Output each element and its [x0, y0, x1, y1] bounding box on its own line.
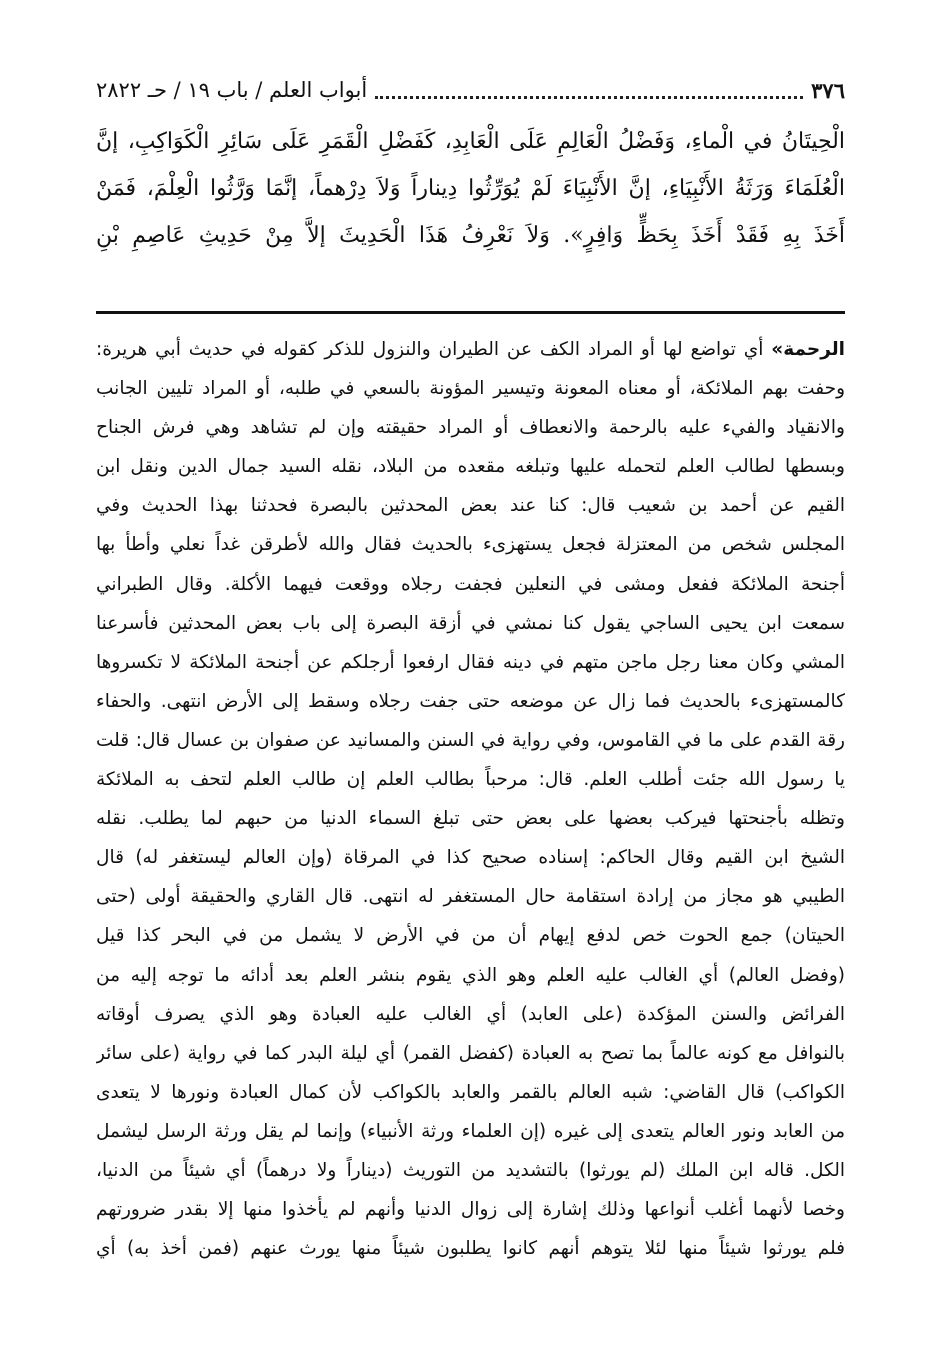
commentary-line — [96, 330, 845, 369]
commentary-line: وحفت بهم الملائكة، أو معناه المعونة وتيسير المؤونة بالسعي في طلبه، أو المراد تليين الجانب — [96, 378, 845, 400]
commentary-line: يا رسول الله جئت أطلب العلم. قال: مرحباً بطالب العلم إن طالب العلم لتحف به الملائكة — [96, 769, 845, 791]
commentary-line: الشيخ ابن القيم وقال الحاكم: إسناده صحيح كذا في المرقاة (وإن العالم ليستغفر له) قال — [96, 847, 845, 869]
hadith-line: الْعُلَمَاءَ وَرَثَةُ الأَنْبِيَاءِ، إنَّ الأَنْبِيَاءَ لَمْ يُوَرِّثُوا دِيناراً وَلاَ دِرْهماً، إنَّمَا وَرَّثُوا الْعِلْمَ، فَمَنْ — [96, 176, 845, 201]
footnote-separator — [96, 311, 845, 314]
commentary-line: سمعت ابن يحيى الساجي يقول كنا نمشي في أزقة البصرة إلى باب بعض المحدثين فأسرعنا — [96, 612, 845, 634]
commentary-line: أجنحة الملائكة ففعل ومشى في النعلين فجفت رجلاه ووقعت فيهما الأكلة. وقال الطبراني — [96, 573, 845, 595]
commentary-line: الفرائض والسنن المؤكدة (على العابد) أي الغالب عليه العبادة وهو الذي يصرف أوقاته — [96, 1003, 845, 1025]
commentary-line: وبسطها لطالب العلم لتحمله عليها وتبلغه مقعده من البلاد، نقله السيد جمال الدين ونقل ابن — [96, 456, 845, 478]
hadith-line: الْحِيتَانُ في الْماءِ، وَفَضْلُ الْعَالِمِ عَلَى الْعَابِدِ، كَفَضْلِ الْقَمَرِ عَلَى سَائِرِ الْكَوَاكِبِ، إنَّ — [96, 129, 845, 154]
commentary-line: فلم يورثوا شيئاً منها لئلا يتوهم أنهم كانوا يطلبون شيئاً منها يورث عنهم (فمن أخذ به) أي — [96, 1238, 845, 1260]
commentary — [96, 330, 845, 1268]
page-number: ٣٧٦ — [811, 77, 845, 103]
commentary-line: كالمستهزىء بالحديث فما زال عن موضعه حتى جفت رجلاه وسقط إلى الأرض انتهى. والحفاء — [96, 690, 845, 712]
dotted-leader — [375, 90, 803, 99]
commentary-line: الكواكب) قال القاضي: شبه العالم بالقمر والعابد بالكواكب لأن كمال العبادة ونورها لا يتعدى — [96, 1081, 845, 1103]
hadith-text — [96, 118, 845, 259]
hadith-line: أَخَذَ بِهِ فَقَدْ أَخَذَ بِحَظٍّ وَافِرٍ». وَلاَ نَعْرِفُ هَذَا الْحَدِيثَ إلاَّ مِنْ حَدِيثِ عَاصِمِ بْنِ — [96, 223, 845, 248]
running-header — [96, 70, 845, 110]
commentary-line: (وفضل العالم) أي الغالب عليه العلم وهو الذي يقوم بنشر العلم بعد أدائه ما توجه إليه من — [96, 964, 845, 986]
commentary-line: رقة القدم على ما في القاموس، وفي رواية في السنن والمسانيد عن صفوان بن عسال قال: قلت — [96, 729, 845, 751]
commentary-line-text: أي تواضع لها أو المراد الكف عن الطيران والنزول للذكر كقوله في حديث أبي هريرة: — [96, 339, 772, 360]
commentary-line: الطيبي هو مجاز من إرادة استقامة حال المستغفر له انتهى. قال القاري والحقيقة أولى (حتى — [96, 886, 845, 908]
commentary-line: من العابد ونور العالم يتعدى إلى غيره (إن العلماء ورثة الأنبياء) وإنما لم يقل ورثة الرسل ليشمل — [96, 1120, 845, 1142]
commentary-line: الحيتان) جمع الحوت خص لدفع إيهام أن من في الأرض لا يشمل من في البحر كذا قيل — [96, 925, 845, 947]
commentary-line: والانقياد والفيء عليه بالرحمة والانعطاف أو المراد حقيقته وإن لم تشاهد وهي فرش الجناح — [96, 417, 845, 439]
commentary-line: وخصا لأنهما أغلب أنواعها وذلك إشارة إلى زوال الدنيا وأنهم لم يأخذوا منها إلا بقدر ضرورتهم — [96, 1199, 845, 1221]
running-title: أبواب العلم / باب ١٩ / حـ ٢٨٢٢ — [96, 78, 368, 102]
commentary-line: الكل. قاله ابن الملك (لم يورثوا) بالتشديد من التوريث (ديناراً ولا درهماً) أي شيئاً من الدنيا، — [96, 1159, 845, 1181]
opening-term: الرحمة» — [771, 339, 845, 360]
commentary-line: وتظله بأجنحتها فيركب بعضها على بعض حتى تبلغ السماء الدنيا من حبهم لما يطلب. نقله — [96, 808, 845, 830]
commentary-line: المشي وكان معنا رجل ماجن متهم في دينه فقال ارفعوا أرجلكم عن أجنحة الملائكة لا تكسروها — [96, 651, 845, 673]
commentary-line: المجلس شخص من المعتزلة فجعل يستهزىء بالحديث فقال والله لأطرقن غداً نعلي وأطأ بها — [96, 534, 845, 556]
commentary-line: بالنوافل مع كونه عالماً بما تصح به العبادة (كفضل القمر) أي ليلة البدر كما في رواية (على سائر — [96, 1042, 845, 1064]
commentary-line: القيم عن أحمد بن شعيب قال: كنا عند بعض المحدثين بالبصرة فحدثنا بهذا الحديث وفي — [96, 495, 845, 517]
